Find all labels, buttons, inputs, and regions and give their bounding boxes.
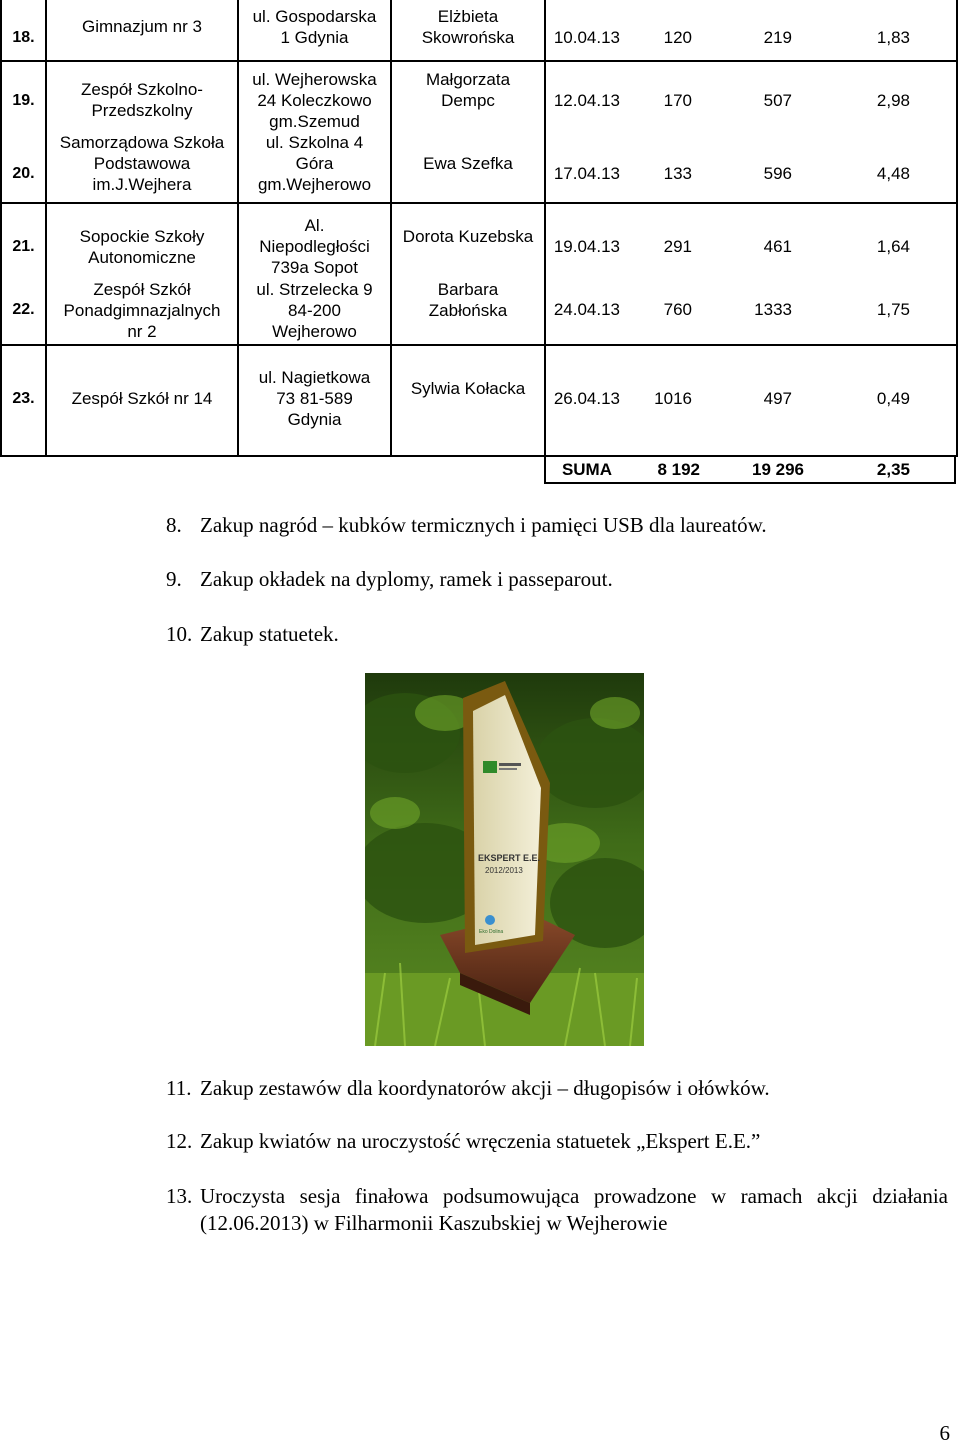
- school-name: Samorządowa Szkoła Podstawowa im.J.Wejhera: [59, 133, 225, 194]
- list-item: 10. Zakup statuetek.: [166, 622, 339, 646]
- coordinator: Elżbieta Skowrońska: [421, 7, 515, 47]
- sum-value-b: 19 296: [752, 460, 804, 479]
- date: 19.04.13: [553, 237, 620, 256]
- coordinator: Sylwia Kołacka: [410, 379, 526, 398]
- date: 17.04.13: [553, 164, 620, 183]
- value-c: 4,48: [876, 164, 910, 183]
- value-c: 2,98: [876, 91, 910, 110]
- sum-value-c: 2,35: [876, 460, 910, 479]
- statuette-photo: [365, 673, 644, 1046]
- value-b: 507: [763, 91, 792, 110]
- list-item: 13. Uroczysta sesja finałowa podsumowująca prowadzone w ramach akcji działania (12.06.2013) w Filharmonii Kaszubskiej w Wejherowie: [166, 1184, 948, 1235]
- school-name: Sopockie Szkoły Autonomiczne: [79, 227, 205, 267]
- list-item: 8. Zakup nagród – kubków termicznych i pamięci USB dla laureatów.: [166, 513, 767, 537]
- table-rule: [0, 344, 958, 346]
- row-number: 20.: [12, 165, 35, 182]
- school-name: Gimnazjum nr 3: [82, 17, 202, 36]
- value-a: 760: [663, 300, 692, 319]
- sum-label: SUMA: [561, 460, 612, 479]
- row-number: 19.: [12, 92, 35, 109]
- list-item: 9. Zakup okładek na dyplomy, ramek i passeparout.: [166, 567, 613, 591]
- coordinator: Barbara Zabłońska: [428, 280, 508, 320]
- school-name: Zespół Szkół Ponadgimnazjalnych nr 2: [63, 280, 221, 341]
- value-c: 1,83: [876, 28, 910, 47]
- plaque-year: 2012/2013: [485, 866, 523, 875]
- value-b: 219: [763, 28, 792, 47]
- value-a: 291: [663, 237, 692, 256]
- row-number: 23.: [12, 390, 35, 407]
- date: 24.04.13: [553, 300, 620, 319]
- date: 12.04.13: [553, 91, 620, 110]
- value-c: 1,75: [876, 300, 910, 319]
- page-number: 6: [939, 1421, 950, 1445]
- school-name: Zespół Szkolno- Przedszkolny: [81, 80, 203, 120]
- value-b: 461: [763, 237, 792, 256]
- value-c: 1,64: [876, 237, 910, 256]
- school-name: Zespół Szkół nr 14: [71, 389, 213, 408]
- sum-value-a: 8 192: [657, 460, 700, 479]
- plaque-title: EKSPERT E.E.: [478, 853, 541, 863]
- table-rule: [0, 60, 958, 62]
- date: 26.04.13: [553, 389, 620, 408]
- school-address: ul. Wejherowska 24 Koleczkowo gm.Szemud: [252, 70, 377, 131]
- date: 10.04.13: [553, 28, 620, 47]
- row-number: 21.: [12, 238, 35, 255]
- list-item: 12. Zakup kwiatów na uroczystość wręczenia statuetek „Ekspert E.E.”: [166, 1129, 761, 1153]
- value-b: 1333: [754, 300, 792, 319]
- plaque-logo-text: Eko Dolina: [479, 929, 504, 935]
- school-address: ul. Gospodarska 1 Gdynia: [252, 7, 377, 47]
- table-rule: [956, 0, 958, 457]
- value-b: 596: [763, 164, 792, 183]
- school-address: Al. Niepodległości 739a Sopot: [259, 216, 370, 277]
- coordinator: Dorota Kuzebska: [402, 227, 534, 246]
- row-number: 18.: [12, 29, 35, 46]
- value-a: 1016: [654, 389, 692, 408]
- coordinator: Ewa Szefka: [423, 154, 513, 173]
- value-b: 497: [763, 389, 792, 408]
- value-a: 170: [663, 91, 692, 110]
- value-a: 133: [663, 164, 692, 183]
- list-item: 11. Zakup zestawów dla koordynatorów akcji – długopisów i ołówków.: [166, 1076, 770, 1100]
- table-rule: [0, 202, 958, 204]
- value-a: 120: [663, 28, 692, 47]
- school-address: ul. Szkolna 4 Góra gm.Wejherowo: [257, 133, 372, 194]
- school-address: ul. Nagietkowa 73 81-589 Gdynia: [258, 368, 371, 429]
- value-c: 0,49: [876, 389, 910, 408]
- coordinator: Małgorzata Dempc: [425, 70, 511, 110]
- row-number: 22.: [12, 301, 35, 318]
- school-address: ul. Strzelecka 9 84-200 Wejherowo: [256, 280, 373, 341]
